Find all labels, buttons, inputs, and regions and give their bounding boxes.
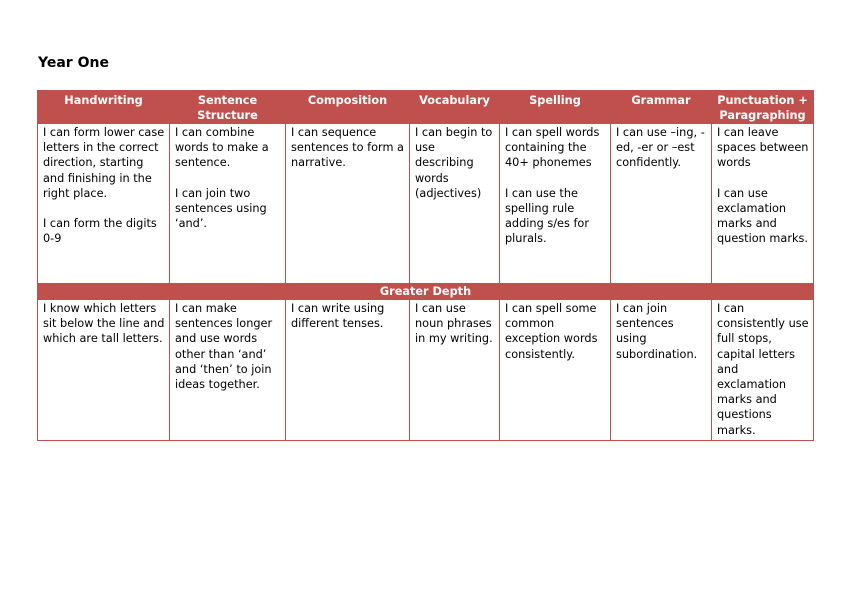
column-header-composition: Composition (286, 91, 410, 124)
greater-depth-band: Greater Depth (38, 284, 814, 300)
cell-vocabulary: I can use noun phrases in my writing. (410, 300, 500, 441)
cell-handwriting: I know which letters sit below the line and which are tall letters. (38, 300, 170, 441)
cell-grammar (611, 124, 712, 284)
column-header-grammar: Grammar (611, 91, 712, 124)
column-header-spelling: Spelling (500, 91, 611, 124)
column-header-punctuation: Punctuation + Paragraphing (712, 91, 814, 124)
page-title: Year One (38, 55, 109, 71)
column-header-handwriting: Handwriting (38, 91, 170, 124)
column-header-vocabulary: Vocabulary (410, 91, 500, 124)
cell-sentence-structure (170, 124, 286, 284)
cell-spelling (500, 124, 611, 284)
table-row (38, 300, 814, 441)
column-header-sentence-structure: Sentence Structure (170, 91, 286, 124)
cell-composition: I can write using different tenses. (286, 300, 410, 441)
cell-text: I can use the spelling rule adding s/es for plurals. (505, 186, 589, 246)
cell-spelling: I can spell some common exception words consistently. (500, 300, 611, 441)
cell-text: I can combine words to make a sentence. (175, 126, 269, 170)
header-row (38, 91, 814, 124)
curriculum-table (37, 90, 814, 441)
cell-vocabulary (410, 124, 500, 284)
cell-grammar: I can join sentences using subordination. (611, 300, 712, 441)
cell-text: I can use –ing, -ed, -er or –est confidently. (616, 126, 705, 170)
band-row (38, 284, 814, 300)
cell-text: I can leave spaces between words (717, 126, 809, 170)
cell-text: I can spell words containing the 40+ phonemes (505, 126, 600, 170)
cell-composition (286, 124, 410, 284)
cell-punctuation (712, 124, 814, 284)
cell-text: I can sequence sentences to form a narrative. (291, 126, 404, 170)
cell-text: I can form lower case letters in the correct direction, starting and finishing in the right place. (43, 126, 165, 200)
cell-sentence-structure: I can make sentences longer and use words other than ‘and’ and ‘then’ to join ideas together. (170, 300, 286, 441)
cell-handwriting (38, 124, 170, 284)
cell-punctuation: I can consistently use full stops, capital letters and exclamation marks and questions marks. (712, 300, 814, 441)
cell-text: I can use exclamation marks and question marks. (717, 186, 808, 246)
cell-text: I can join two sentences using ‘and’. (175, 186, 267, 231)
cell-text: I can form the digits 0-9 (43, 217, 157, 246)
table-row (38, 124, 814, 284)
cell-text: I can begin to use describing words (adjectives) (415, 126, 493, 200)
